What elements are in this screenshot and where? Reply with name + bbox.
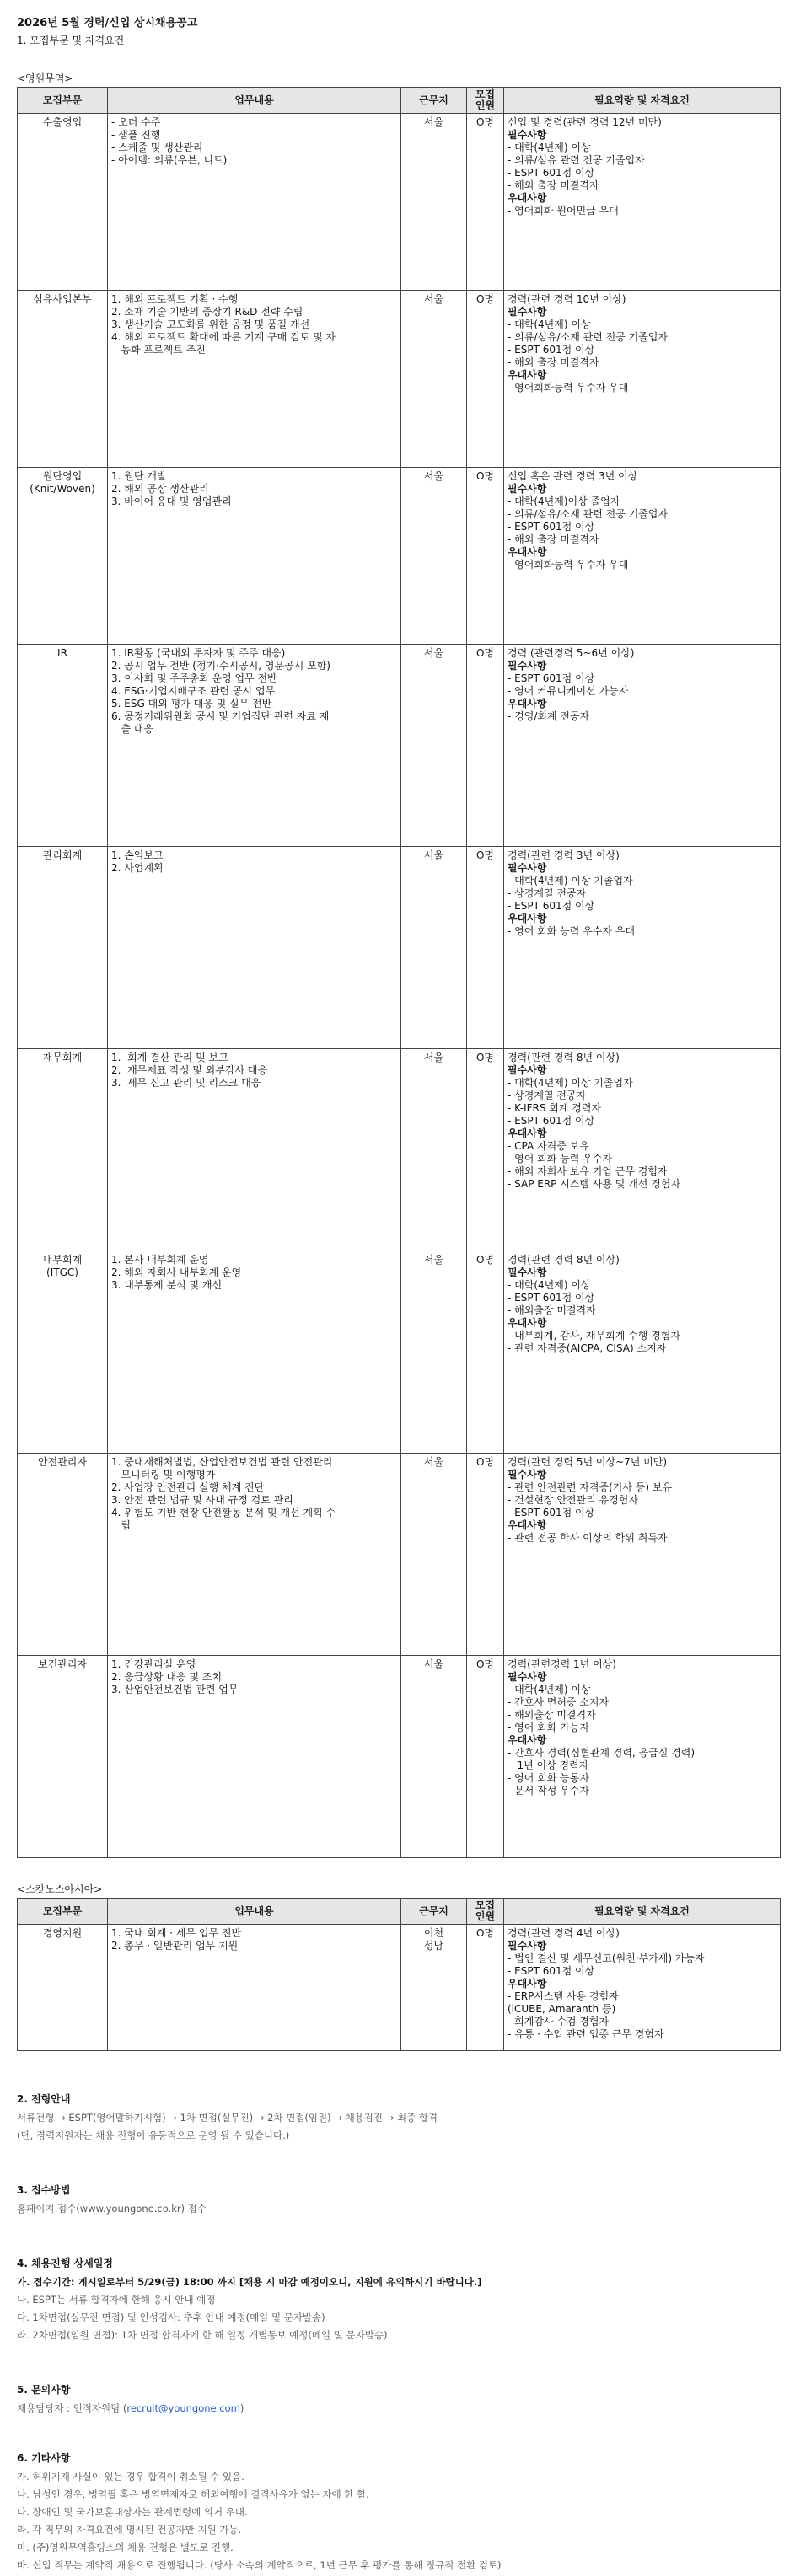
requirement-line: 경력(관련 경력 5년 이상~7년 미만) [508,1456,668,1468]
headcount-cell: O명 [467,114,504,291]
duty-line: 4. ESG·기업지배구조 관련 공시 업무 [111,685,276,697]
section-line [17,2541,780,2554]
requirement-line: (iCUBE, Amaranth 등) [508,2003,616,2015]
section-line [17,2328,780,2342]
section-line [17,2275,780,2289]
requirement-line: - ESPT 601점 이상 [508,672,595,684]
requirement-line: - ESPT 601점 이상 [508,1292,595,1304]
section-text: 가. 접수기간: 게시일로부터 5/29(금) 18:00 까지 [채용 시 마감 예정이오니, 지원에 유의하시기 바랍니다.] [17,2276,482,2288]
table-row [18,291,781,468]
table-row [18,1251,781,1454]
page-title: 2026년 5월 경력/신입 상시채용공고 [17,17,198,29]
duty-line: 모니터링 및 이행평가 [111,1469,216,1481]
requirement-line: - 해외 출장 미결격자 [508,179,599,191]
duty-line: 2. 해외 자회사 내부회계 운영 [111,1267,242,1278]
headcount-cell: O명 [467,1049,504,1251]
location-cell: 서울 [401,114,467,291]
requirement-line: - K-IFRS 회계 경력자 [508,1102,602,1114]
requirement-line: 우대사항 [508,1317,547,1329]
section-text: 나. ESPT는 서류 합격자에 한해 응시 안내 예정 [17,2294,216,2306]
section-text: ) [239,2402,244,2414]
headcount-cell: O명 [467,1656,504,1858]
section-heading: 6. 기타사항 [17,2452,71,2464]
duty-line: 5. ESG 대외 평가 대응 및 실무 전반 [111,698,272,710]
section-text: 나. 남성인 경우, 병역필 혹은 병역면제자로 해외여행에 결격사유가 없는 자에 한 함. [17,2488,369,2500]
dept-cell: 보건관리자 [18,1656,108,1858]
dept-cell: 원단영업 (Knit/Woven) [18,468,108,645]
col-header: 업무내용 [108,88,401,114]
section-line [17,2402,780,2415]
requirements-cell [504,114,781,291]
duty-line: 출 대응 [111,723,154,735]
col-header: 필요역량 및 자격요건 [504,88,781,114]
requirements-cell [504,1925,781,2051]
email-link[interactable]: recruit@youngone.com [126,2402,240,2414]
table1-label: <영원무역> [17,72,73,84]
info-section [17,2450,780,2572]
requirement-line: 우대사항 [508,369,547,381]
info-section [17,2382,780,2415]
requirement-line: 우대사항 [508,1127,547,1139]
section-heading: 3. 접수방법 [17,2184,71,2196]
requirement-line: 경력(관련 경력 8년 이상) [508,1052,620,1063]
info-section [17,2091,780,2142]
requirement-line: 경력(관련 경력 4년 이상) [508,1927,620,1939]
requirement-line: 우대사항 [508,698,547,710]
duty-line: 2. 사업계획 [111,862,164,874]
location-cell: 서울 [401,1049,467,1251]
location-cell: 이천 성남 [401,1925,467,2051]
requirement-line: 경력(관련 경력 3년 이상) [508,849,620,861]
requirement-line: 경력(관련경력 1년 이상) [508,1658,616,1670]
requirement-line: - 관련 자격증(AICPA, CISA) 소지자 [508,1342,667,1354]
col-header: 모집부문 [18,1899,108,1925]
requirement-line: 필수사항 [508,1267,547,1278]
requirements-cell [504,1251,781,1454]
requirements-cell [504,1656,781,1858]
requirement-line: - 해외 출장 미결격자 [508,533,599,545]
duty-line: 4. 위험도 기반 현장 안전활동 분석 및 개선 계획 수 [111,1507,336,1518]
section-heading: 4. 채용진행 상세일정 [17,2257,114,2269]
section-line [17,2311,780,2324]
requirement-line: 필수사항 [508,129,547,141]
headcount-cell: O명 [467,1251,504,1454]
section-text: (단, 경력지원자는 채용 전형이 유동적으로 운영 될 수 있습니다.) [17,2129,290,2141]
requirement-line: 경력(관련 경력 8년 이상) [508,1254,620,1266]
section-text: 서류전형 → ESPT(영어말하기시험) → 1차 면접(실무진) → 2차 면접(임원) → 채용검진 → 최종 합격 [17,2112,438,2123]
requirement-line: - 대학(4년제)이상 졸업자 [508,495,620,507]
location-cell: 서울 [401,1454,467,1656]
section-line [17,2488,780,2501]
table2-label: <스캇노스아시아> [17,1883,103,1895]
requirement-line: - 해외출장 미결격자 [508,1709,596,1721]
section-text: 다. 장애인 및 국가보훈대상자는 관계법령에 의거 우대. [17,2506,248,2518]
requirement-line: - 관련 안전관련 자격증(기사 등) 보유 [508,1481,673,1493]
duties-cell [108,114,401,291]
requirement-line: - SAP ERP 시스템 사용 및 개선 경험자 [508,1178,680,1190]
duty-line: 6. 공정거래위원회 공시 및 기업집단 관련 자료 제 [111,710,330,722]
duty-line: 1. 손익보고 [111,849,164,861]
requirement-line: 우대사항 [508,546,547,558]
duty-line: 1. 본사 내부회계 운영 [111,1254,209,1266]
duties-cell [108,1454,401,1656]
duty-line: 동화 프로젝트 추진 [111,344,206,356]
requirement-line: - 대학(4년제) 이상 [508,1684,591,1695]
requirement-line: - 영어회화 원어민급 우대 [508,205,619,217]
table-row [18,847,781,1049]
requirement-line: - 의류/섬유/소재 관련 전공 기졸업자 [508,331,668,343]
requirement-line: 우대사항 [508,1519,547,1531]
headcount-cell: O명 [467,1454,504,1656]
location-cell: 서울 [401,1251,467,1454]
requirement-line: - 유통 · 수입 관련 업종 근무 경험자 [508,2028,664,2040]
requirement-line: 우대사항 [508,192,547,204]
duty-line: 3. 이사회 및 주주총회 운영 업무 전반 [111,672,277,684]
info-section [17,2256,780,2342]
duties-cell [108,1251,401,1454]
requirement-line: 필수사항 [508,1671,547,1683]
table-row [18,1454,781,1656]
section-text: 라. 각 직무의 자격요건에 명시된 전공자만 지원 가능. [17,2524,242,2536]
section-heading: 5. 문의사항 [17,2384,71,2396]
requirement-line: 필수사항 [508,306,547,318]
duty-line: 1. 원단 개발 [111,470,167,482]
requirement-line: - CPA 자격증 보유 [508,1140,589,1152]
location-cell: 서울 [401,468,467,645]
requirement-line: 필수사항 [508,1469,547,1481]
requirement-line: 필수사항 [508,1940,547,1952]
duty-line: 1. 국내 회계 · 세무 업무 전반 [111,1927,242,1939]
section-text: 다. 1차면접(실무진 면접) 및 인성검사: 추후 안내 예정(메일 및 문자발송) [17,2311,325,2323]
section-text: 라. 2차면접(임원 면접): 1차 면접 합격자에 한 해 일정 개별통보 예정(메일 및 문자발송) [17,2329,388,2341]
job-table-youngone [17,87,781,1858]
duty-line: 2. 소재 기술 기반의 중장기 R&D 전략 수립 [111,306,303,318]
dept-cell: 안전관리자 [18,1454,108,1656]
requirement-line: - 영어 회화 능력 우수자 우대 [508,925,635,937]
requirement-line: - 문서 작성 우수자 [508,1785,589,1797]
requirement-line: - 의류/섬유/소재 관련 전공 기졸업자 [508,508,668,520]
duty-line: 립 [111,1519,132,1531]
duties-cell [108,291,401,468]
table-row [18,1925,781,2051]
info-section [17,2182,780,2215]
requirement-line: - ESPT 601점 이상 [508,344,595,356]
requirement-line: 필수사항 [508,1064,547,1076]
requirement-line: - 영어 회화 가능자 [508,1722,589,1733]
requirement-line: - 해외출장 미결격자 [508,1304,596,1316]
requirement-line: - 상경계열 전공자 [508,1090,587,1101]
requirement-line: - 대학(4년제) 이상 [508,142,591,153]
duty-line: 1. IR활동 (국내외 투자자 및 주주 대응) [111,647,286,659]
dept-cell: 수출영업 [18,114,108,291]
duty-line: 3. 산업안전보건법 관련 업무 [111,1684,239,1695]
requirements-cell [504,291,781,468]
duty-line: 4. 해외 프로젝트 확대에 따른 기계 구매 검토 및 자 [111,331,336,343]
requirements-cell [504,1049,781,1251]
requirement-line: - 영어회화능력 우수자 우대 [508,382,629,394]
requirement-line: 1년 이상 경력자 [508,1759,589,1771]
requirements-cell [504,468,781,645]
dept-cell: IR [18,645,108,847]
dept-cell: 내부회계 (ITGC) [18,1251,108,1454]
duty-line: 1. 중대재해처벌법, 산업안전보건법 관련 안전관리 [111,1456,333,1468]
col-header: 필요역량 및 자격요건 [504,1899,781,1925]
requirement-line: - 대학(4년제) 이상 [508,1279,591,1291]
section-line [17,2505,780,2519]
duties-cell [108,1656,401,1858]
duty-line: - 아이템: 의류(우븐, 니트) [111,154,228,166]
requirement-line: - 영어 회화 능통자 [508,1772,589,1784]
section-line [17,2558,780,2572]
page-subtitle: 1. 모집부문 및 자격요건 [17,35,125,46]
section-text: 채용담당자 : 인적자원팀 ( [17,2402,127,2414]
requirement-line: 경력(관련 경력 10년 이상) [508,293,626,305]
duty-line: 2. 해외 공장 생산관리 [111,483,209,495]
headcount-cell: O명 [467,291,504,468]
requirement-line: - 영어 커뮤니케이션 가능자 [508,685,629,697]
job-table-scottnorth [17,1898,781,2051]
dept-cell: 재무회계 [18,1049,108,1251]
duty-line: 1. 해외 프로젝트 기획 · 수행 [111,293,239,305]
duty-line: 1. 회계 결산 관리 및 보고 [111,1052,228,1063]
section-text: 마. (주)영원무역홀딩스의 채용 전형은 별도로 진행. [17,2541,234,2553]
dept-cell: 경영지원 [18,1925,108,2051]
requirement-line: 필수사항 [508,483,547,495]
requirement-line: - ESPT 601점 이상 [508,1965,595,1977]
requirement-line: - 관련 전공 학사 이상의 학위 취득자 [508,1532,668,1544]
table-row [18,1656,781,1858]
requirement-line: - ESPT 601점 이상 [508,167,595,179]
location-cell: 서울 [401,645,467,847]
duty-line: 3. 세무 신고 관리 및 리스크 대응 [111,1077,261,1089]
duties-cell [108,1925,401,2051]
col-header: 모집 인원 [467,88,504,114]
requirement-line: - 간호사 경력(심혈관계 경력, 응급실 경력) [508,1747,696,1759]
requirement-line: 우대사항 [508,1978,547,1990]
table-row [18,468,781,645]
requirement-line: 우대사항 [508,913,547,924]
requirement-line: - 해외 자회사 보유 기업 근무 경험자 [508,1165,668,1177]
location-cell: 서울 [401,291,467,468]
duty-line: - 오더 수주 [111,116,161,128]
requirement-line: - 영어 회화 능력 우수자 [508,1153,612,1165]
requirement-line: - 회계감사 수검 경험자 [508,2016,610,2027]
requirement-line: - ERP시스템 사용 경험자 [508,1990,619,2002]
section-text: 바. 신입 직무는 계약직 채용으로 진행됩니다. (당사 소속의 계약직으로, 1년 근무 후 평가를 통해 정규직 전환 검토) [17,2559,502,2571]
section-line [17,2129,780,2142]
requirement-line: 필수사항 [508,862,547,874]
section-text: 가. 허위기재 사실이 있는 경우 합격이 취소될 수 있음. [17,2471,244,2482]
duties-cell [108,468,401,645]
duty-line: 3. 내부통제 분석 및 개선 [111,1279,223,1291]
duties-cell [108,847,401,1049]
requirement-line: - 건설현장 안전관리 유경험자 [508,1494,638,1506]
duty-line: 1. 건강관리실 운영 [111,1658,196,1670]
section-line [17,2111,780,2124]
requirement-line: 우대사항 [508,1734,547,1746]
requirements-cell [504,1454,781,1656]
dept-cell: 섬유사업본부 [18,291,108,468]
col-header: 근무지 [401,88,467,114]
duty-line: 2. 사업장 안전관리 실행 체계 진단 [111,1481,265,1493]
table-header-row [18,1899,781,1925]
requirement-line: - ESPT 601점 이상 [508,1115,595,1127]
table-row [18,114,781,291]
requirement-line: - 해외 출장 미결격자 [508,356,599,368]
location-cell: 서울 [401,1656,467,1858]
duties-cell [108,1049,401,1251]
table-header-row [18,88,781,114]
headcount-cell: O명 [467,468,504,645]
headcount-cell: O명 [467,1925,504,2051]
section-line [17,2470,780,2483]
duty-line: 3. 생산기술 고도화를 위한 공정 및 품질 개선 [111,319,310,330]
table-row [18,1049,781,1251]
requirement-line: - ESPT 601점 이상 [508,1507,595,1518]
requirement-line: - 상경계열 전공자 [508,887,587,899]
location-cell: 서울 [401,847,467,1049]
requirement-line: - 내부회계, 감사, 재무회계 수행 경험자 [508,1330,680,1342]
requirement-line: - 법인 결산 및 세무신고(원천·부가세) 가능자 [508,1952,705,1964]
duty-line: 2. 응급상황 대응 및 조치 [111,1671,223,1683]
requirement-line: - 대학(4년제) 이상 기졸업자 [508,875,633,886]
headcount-cell: O명 [467,645,504,847]
requirement-line: 신입 및 경력(관련 경력 12년 미만) [508,116,662,128]
requirement-line: - 대학(4년제) 이상 기졸업자 [508,1077,633,1089]
table-row [18,645,781,847]
info-sections [17,2091,780,2572]
section-line [17,2293,780,2306]
headcount-cell: O명 [467,847,504,1049]
section-line [17,2202,780,2215]
requirements-cell [504,645,781,847]
col-header: 근무지 [401,1899,467,1925]
job-posting [17,13,780,2576]
requirement-line: 필수사항 [508,660,547,672]
section-text: 홈페이지 접수(www.youngone.co.kr) 접수 [17,2203,207,2215]
requirement-line: - 경영/회계 전공자 [508,710,590,722]
col-header: 모집 인원 [467,1899,504,1925]
section-heading: 2. 전형안내 [17,2093,71,2105]
duty-line: 2. 공시 업무 전반 (정기·수시공시, 영문공시 포함) [111,660,330,672]
requirement-line: 신입 혹은 관련 경력 3년 이상 [508,470,638,482]
requirement-line: - ESPT 601점 이상 [508,900,595,912]
requirement-line: - 영어회화능력 우수자 우대 [508,559,629,570]
duty-line: 2. 재무제표 작성 및 외부감사 대응 [111,1064,268,1076]
duties-cell [108,645,401,847]
duty-line: 3. 바이어 응대 및 영업관리 [111,495,232,507]
requirement-line: - 의류/섬유 관련 전공 기졸업자 [508,154,645,166]
requirements-cell [504,847,781,1049]
col-header: 모집부문 [18,88,108,114]
duty-line: 3. 안전 관련 법규 및 사내 규정 검토 관리 [111,1494,293,1506]
duty-line: - 샘플 진행 [111,129,161,141]
duty-line: 2. 총무 · 일반관리 업무 지원 [111,1940,239,1952]
requirement-line: 경력 (관련경력 5~6년 이상) [508,647,635,659]
dept-cell: 관리회계 [18,847,108,1049]
col-header: 업무내용 [108,1899,401,1925]
requirement-line: - 간호사 면허증 소지자 [508,1696,610,1708]
section-line [17,2523,780,2536]
duty-line: - 스케줄 및 생산관리 [111,142,203,153]
requirement-line: - ESPT 601점 이상 [508,521,595,533]
requirement-line: - 대학(4년제) 이상 [508,319,591,330]
